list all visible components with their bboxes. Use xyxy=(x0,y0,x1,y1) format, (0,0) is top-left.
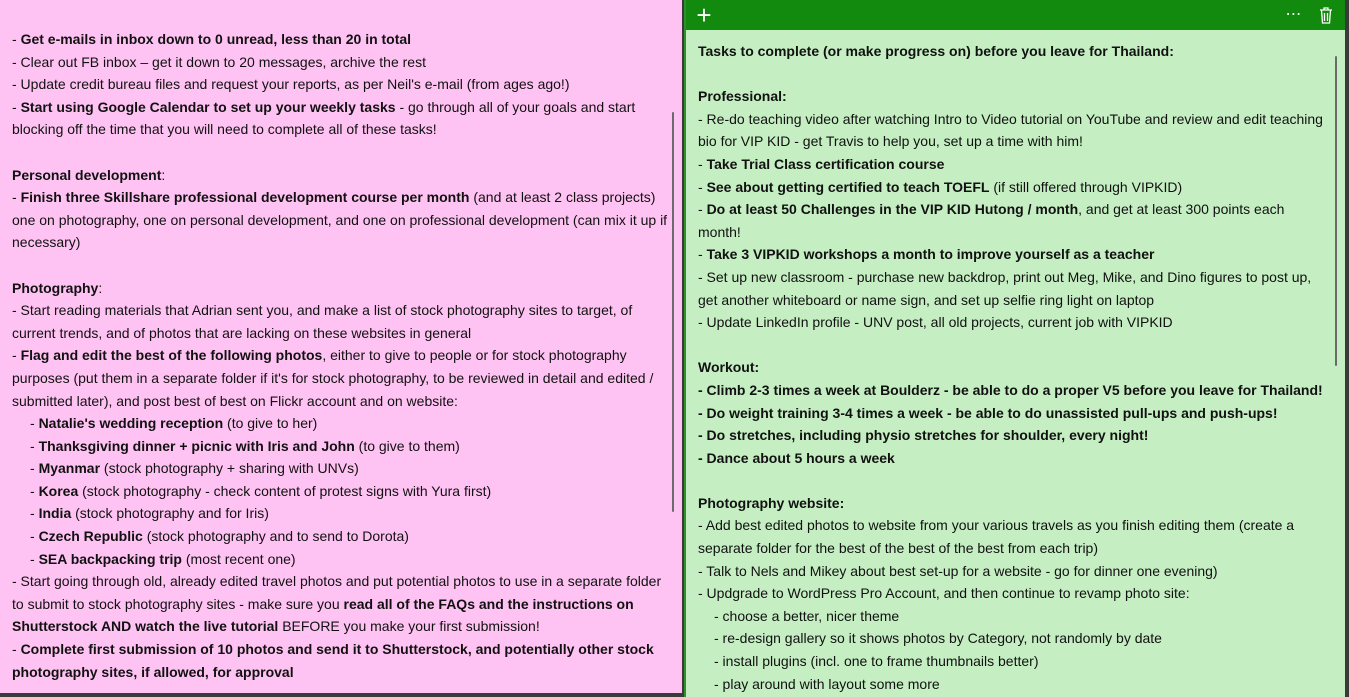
note-line: - Complete first submission of 10 photos and send it to Shutterstock, and potentially other stock photography sites, if allowed, for approval xyxy=(12,641,654,680)
pink-note-scrollbar[interactable] xyxy=(672,112,674,512)
green-sticky-note[interactable] xyxy=(684,0,1345,697)
note-line: - Get e-mails in inbox down to 0 unread, less than 20 in total xyxy=(12,31,412,47)
note-line: - Climb 2-3 times a week at Boulderz - be able to do a proper V5 before you leave for Thailand! xyxy=(698,381,1323,398)
blank-line xyxy=(12,141,670,164)
sub-list-item: - choose a better, nicer theme xyxy=(714,607,900,624)
note-line: - Finish three Skillshare professional development course per month (and at least 2 class projects) one on photography, one on personal development, and one on professional development (can mix it up if necessary) xyxy=(12,189,668,251)
green-note-toolbar xyxy=(686,0,1345,30)
note-line: - Re-do teaching video after watching Intro to Video tutorial on YouTube and review and edit teaching bio for VIP KID - get Travis to help you, set up a time with him! xyxy=(698,110,1323,150)
note-line: - Talk to Nels and Mikey about best set-up for a website - go for dinner one evening) xyxy=(698,562,1218,579)
pink-note-content[interactable] xyxy=(0,28,682,683)
sub-list-item: - SEA backpacking trip (most recent one) xyxy=(30,550,296,567)
note-line: - Set up new classroom - purchase new backdrop, print out Meg, Mike, and Dino figures to post up, get another whiteboard or name sign, and set up selfie ring light on laptop xyxy=(698,268,1312,308)
add-note-button[interactable]: + xyxy=(696,0,712,30)
sub-list-item: - Thanksgiving dinner + picnic with Iris and John (to give to them) xyxy=(30,437,460,454)
sub-list-item: - Natalie's wedding reception (to give to her) xyxy=(30,415,318,432)
trash-icon xyxy=(1319,7,1333,24)
green-note-scrollbar[interactable] xyxy=(1335,56,1337,366)
blank-line xyxy=(698,63,1331,86)
note-line: - Start going through old, already edited travel photos and put potential photos to use in a separate folder to submit to stock photography sites - make sure you read all of the FAQs and the instructions on Shutterstock AND watch the live tutorial BEFORE you make your first submission! xyxy=(12,573,662,635)
blank-line xyxy=(698,334,1331,357)
note-line: - Flag and edit the best of the following photos, either to give to people or for stock photography purposes (put them in a separate folder if it's for stock photography, to be reviewed in detail and edited / submitted later), and post best of best on Flickr account and on website: xyxy=(12,347,654,409)
sub-list-item: - Czech Republic (stock photography and to send to Dorota) xyxy=(30,528,409,545)
sub-list-item: - re-design gallery so it shows photos by Category, not randomly by date xyxy=(714,630,1162,647)
sub-list-item: - Myanmar (stock photography + sharing with UNVs) xyxy=(30,460,359,477)
note-line: - Do at least 50 Challenges in the VIP KID Hutong / month, and get at least 300 points each month! xyxy=(698,201,1285,240)
delete-note-button[interactable] xyxy=(1317,0,1335,30)
note-line: - Start using Google Calendar to set up your weekly tasks - go through all of your goals and start blocking off the time that you will need to complete all of these tasks! xyxy=(12,98,636,138)
note-line: - Take 3 VIPKID workshops a month to improve yourself as a teacher xyxy=(698,246,1155,263)
note-line: Workout: xyxy=(698,359,760,376)
green-note-content[interactable] xyxy=(686,30,1345,695)
pink-note-header[interactable] xyxy=(0,0,682,28)
note-line: - Clear out FB inbox – get it down to 20 messages, archive the rest xyxy=(12,53,426,70)
note-line: - Take Trial Class certification course xyxy=(698,155,945,172)
sub-list-item: - install plugins (incl. one to frame thumbnails better) xyxy=(714,653,1039,670)
sub-list-item: - play around with layout some more xyxy=(714,675,940,692)
note-line: Photography website: xyxy=(698,494,845,511)
note-line: - Updgrade to WordPress Pro Account, and then continue to revamp photo site: xyxy=(698,585,1190,602)
blank-line xyxy=(698,469,1331,492)
note-line: Photography: xyxy=(12,279,103,296)
note-line: - Add best edited photos to website from your various travels as you finish editing them (create a separate folder for the best of the best of the best from each trip) xyxy=(698,517,1295,557)
blank-line xyxy=(12,254,670,277)
note-line: - Dance about 5 hours a week xyxy=(698,449,895,466)
sub-list-item: - India (stock photography and for Iris) xyxy=(30,505,269,522)
note-line: - Update credit bureau files and request your reports, as per Neil's e-mail (from ages ago!) xyxy=(12,76,570,93)
note-line: Personal development: xyxy=(12,166,166,183)
more-options-button[interactable]: ⋯ xyxy=(1285,6,1303,23)
note-line: - See about getting certified to teach TOEFL (if still offered through VIPKID) xyxy=(698,178,1183,195)
note-line: Tasks to complete (or make progress on) before you leave for Thailand: xyxy=(698,43,1174,59)
note-line: - Do weight training 3-4 times a week - be able to do unassisted pull-ups and push-ups! xyxy=(698,404,1278,421)
note-line: - Start reading materials that Adrian sent you, and make a list of stock photography sites to target, of current trends, and of photos that are lacking on these websites in general xyxy=(12,302,633,341)
note-line: - Do stretches, including physio stretches for shoulder, every night! xyxy=(698,427,1149,444)
note-line: - Update LinkedIn profile - UNV post, all old projects, current job with VIPKID xyxy=(698,314,1173,331)
note-line: Professional: xyxy=(698,88,787,105)
sub-list-item: - Korea (stock photography - check content of protest signs with Yura first) xyxy=(30,482,492,499)
